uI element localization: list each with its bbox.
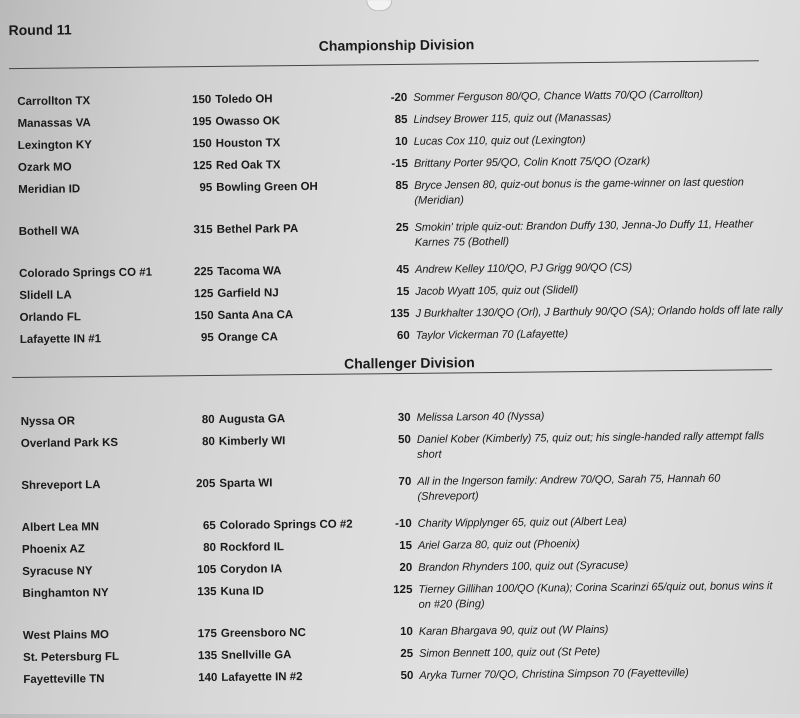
team-b: Sparta WI [219,477,273,490]
margin: 20 [399,561,413,575]
margin: 10 [400,625,413,639]
margin: 85 [394,113,408,127]
game-note: Lucas Cox 110, quiz out (Lexington) [413,134,586,148]
team-b: Tacoma WA [217,265,282,278]
game-note: Simon Bennett 100, quiz out (St Pete) [419,645,601,660]
game-note: Taylor Vickerman 70 (Lafayette) [415,328,569,342]
table-row [3,622,800,642]
team-b: Orange CA [217,331,278,344]
score: 195 [192,115,212,129]
score: 205 [196,477,216,491]
margin: 50 [398,433,411,447]
score: 65 [202,519,216,533]
margin: -10 [395,517,412,531]
team-a: Overland Park KS [20,436,119,450]
margin: 70 [398,475,412,489]
team-a: Ozark MO [17,161,72,174]
game-note: Tierney Gillihan 100/QO (Kuna); Corina Scarinzi 65/quiz out, bonus wins it [418,580,773,596]
score: 135 [197,649,218,663]
margin: 85 [395,179,409,193]
score: 140 [198,671,218,685]
score: 105 [196,563,217,577]
table-row [1,430,800,461]
team-a: Syracuse NY [22,565,93,578]
score: 95 [200,331,214,345]
score: 150 [192,137,212,151]
team-b: Houston TX [215,137,281,150]
championship-title: Championship Division [318,36,475,54]
score: 150 [192,93,212,107]
margin: 15 [396,285,410,299]
team-b: Greensboro NC [220,627,306,640]
table-row [0,154,798,174]
table-row [1,408,800,428]
team-b: Snellville GA [221,649,292,662]
score: 225 [193,265,214,279]
game-note: Brandon Rhynders 100, quiz out (Syracuse) [418,559,629,574]
team-b: Corydon IA [220,563,283,576]
team-a: Albert Lea MN [21,521,100,534]
margin: 25 [395,221,409,235]
team-a: Colorado Springs CO #1 [19,266,153,280]
game-note: Bryce Jensen 80, quiz-out bonus is the game-winner on last question [414,176,744,192]
game-note: Jacob Wyatt 105, quiz out (Slidell) [415,284,579,298]
round-label: Round 11 [8,21,72,39]
table-row [2,580,800,611]
challenger-title: Challenger Division [343,354,475,372]
team-b: Rockford IL [219,541,284,554]
margin: 10 [394,135,408,149]
team-a: Carrollton TX [17,95,91,108]
team-b: Owasso OK [215,115,281,128]
score: 80 [202,435,215,449]
game-note-continued: (Shreveport) [417,490,479,503]
table-row [3,644,800,664]
table-row [3,666,800,686]
game-note: Brittany Porter 95/QO, Colin Knott 75/QO (Ozark) [413,155,651,170]
team-b: Kimberly WI [218,435,286,448]
team-a: Orlando FL [19,311,81,324]
score: 80 [203,541,217,555]
margin: 45 [396,263,410,277]
team-b: Colorado Springs CO #2 [219,518,353,532]
game-note: Lindsey Brower 115, quiz out (Manassas) [413,111,612,126]
margin: -20 [390,91,408,105]
game-note: Smokin' triple quiz-out: Brandon Duffy 130, Jenna-Jo Duffy 11, Heather [414,218,754,234]
team-b: Garfield NJ [217,287,279,300]
team-a: Binghamton NY [22,587,109,600]
table-row [2,536,800,556]
margin: 135 [390,307,410,321]
table-row [0,260,799,280]
margin: 25 [400,647,414,661]
margin: 125 [393,583,413,597]
team-b: Lafayette IN #2 [221,671,303,684]
game-note: Aryka Turner 70/QO, Christina Simpson 70 (Fayetteville) [419,666,689,682]
game-note: Melissa Larson 40 (Nyssa) [416,410,545,424]
score: 150 [194,309,214,323]
team-b: Kuna ID [220,585,264,598]
margin: -15 [391,157,409,171]
table-row [0,218,799,249]
team-b: Toledo OH [215,93,273,106]
game-note: Karan Bhargava 90, quiz out (W Plains) [418,623,609,638]
team-a: Fayetteville TN [23,673,105,686]
game-note: Sommer Ferguson 80/QO, Chance Watts 70/QO (Carrollton) [413,88,704,104]
team-a: West Plains MO [22,629,110,642]
score: 95 [199,181,213,195]
table-row [0,176,798,207]
margin: 15 [399,539,413,553]
game-note: Andrew Kelley 110/QO, PJ Grigg 90/QO (CS) [415,261,633,276]
team-a: Manassas VA [17,117,91,130]
game-note-continued: short [416,448,442,461]
team-a: St. Petersburg FL [23,650,120,664]
score: 315 [193,223,213,237]
game-note-continued: (Meridian) [414,194,464,207]
table-row [0,303,799,324]
team-a: Bothell WA [18,225,80,238]
table-row [0,132,798,152]
team-a: Nyssa OR [20,415,76,428]
team-a: Phoenix AZ [21,543,85,556]
championship-divider [9,60,759,69]
game-note: Charity Wipplynger 65, quiz out (Albert Lea) [417,515,627,530]
table-row [0,326,800,346]
score: 125 [194,287,214,301]
table-row [2,514,800,534]
game-note: All in the Ingerson family: Andrew 70/QO, Sarah 75, Hannah 60 [417,472,721,488]
table-row [0,88,797,108]
table-row [0,110,797,130]
game-note-continued: on #20 (Bing) [418,598,485,611]
game-note: Daniel Kober (Kimberly) 75, quiz out; his single-handed rally attempt falls [416,430,765,446]
margin: 60 [396,329,410,343]
table-row [0,282,799,302]
score: 135 [197,585,217,599]
team-a: Slidell LA [19,289,72,302]
team-b: Bethel Park PA [216,223,299,236]
table-row [2,558,800,578]
table-row [1,472,800,503]
team-b: Red Oak TX [215,159,281,172]
team-a: Lafayette IN #1 [19,333,102,346]
score: 80 [201,413,215,427]
score: 175 [197,627,217,641]
game-note: J Burkhalter 130/QO (Orl), J Barthuly 90/QO (SA); Orlando holds off late rally [415,303,783,320]
pushpin-icon [366,0,392,11]
game-note: Ariel Garza 80, quiz out (Phoenix) [417,538,580,552]
team-a: Shreveport LA [21,479,101,492]
margin: 30 [397,411,411,425]
score: 125 [192,159,213,173]
team-a: Lexington KY [17,139,92,152]
game-note-continued: Karnes 75 (Bothell) [414,235,510,249]
team-b: Bowling Green OH [216,180,318,194]
team-b: Augusta GA [218,413,286,426]
team-b: Santa Ana CA [217,309,294,322]
team-a: Meridian ID [18,183,81,196]
margin: 50 [400,669,414,683]
